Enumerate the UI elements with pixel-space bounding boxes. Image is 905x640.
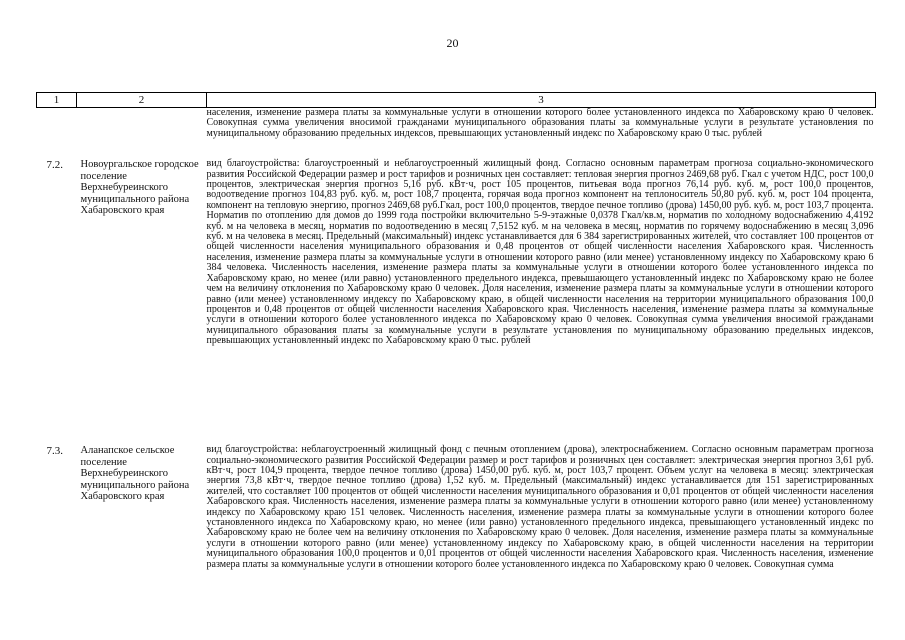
table-row-continuation [37,108,876,140]
row-description: вид благоустройства: благоустроенный и неблагоустроенный жилищный фонд. Согласно основным параметрам прогноза социально-экономического развития Российской Федерации размер и рост тарифов и розничных цен составляет: тепловая энергия прогноз 2469,68 руб. Гкал с учетом НДС, рост 100,0 процентов, электрическая энергия прогноз 5,16 руб. кВт·ч, рост 105 процентов, питьевая вода прогноз 76,14 руб. куб. м, рост 100,0 процентов, водоотведение прогноз 104,83 руб. куб. м, рост 108,7 процента, горячая вода прогноз компонент на теплоноситель 50,80 руб. куб. м, рост 104 процента, компонент на тепловую энергию, прогноз 2469,68 руб.Гкал, рост 100,0 процентов, твердое печное топливо (дрова) 1450,00 руб. куб. м, рост 103,7 процента. Норматив по отоплению для домов до 1999 года постройки включительно 5-9-этажные 0,0378 Гкал/кв.м, норматив по холодному водоснабжению 4,4192 куб. м на человека в месяц, норматив по водоотведению в месяц 7,5152 куб. м на человека в месяц, норматив по горячему водоснабжению в месяц 3,096 куб. м на человека в месяц. Предельный (максимальный) индекс устанавливается для 6 384 зарегистрированных жителей, что составляет 100 процентов от общей численности населения муниципального образования и 0,48 процентов от общей численности населения Хабаровского края. Численность населения, изменение размера платы за коммунальные услуги в отношении которого равно (или менее) установленному индексу по Хабаровскому краю 6 384 человека. Численность населения, изменение размера платы за коммунальные услуги в отношении которого более установленного индекса по Хабаровскому краю, но менее (или равно) установленного предельного индекса, превышающего установленный индекс по Хабаровскому краю не более чем на величину отклонения по Хабаровскому краю 0 человек. Доля населения, изменение размера платы за коммунальные услуги в отношении которого равно (или менее) установленному индексу по Хабаровскому краю, в общей численности населения на территории муниципального образования 100,0 процентов и 0,48 процентов от общей численности населения Хабаровского края. Численность населения, изменение размера платы за коммунальные услуги в отношении которого более установленного индекса по Хабаровскому краю 0 человек. Совокупная сумма увеличения вносимой гражданами муниципального образования платы за коммунальные услуги в результате установления по муниципальному образованию предельных индексов, превышающих установленный индекс по Хабаровскому краю 0 тыс. рублей [206,158,874,347]
continuation-text: населения, изменение размера платы за коммунальные услуги в отношении которого более установленного индекса по Хабаровскому краю 0 человек. Совокупная сумма увеличения вносимой гражданами муниципального образования платы за коммунальные услуги в результате установления по муниципальному образованию предельных индексов, превышающих установленный индекс по Хабаровскому краю 0 тыс. рублей [206,107,874,139]
table-row [37,445,876,570]
row-description: вид благоустройства: неблагоустроенный жилищный фонд с печным отоплением (дрова), электроснабжением. Согласно основным параметрам прогноза социально-экономического развития Российской Федерации размер и рост тарифов и розничных цен составляет: электрическая энергия прогноз 3,61 руб. кВт·ч, рост 104,9 процента, твердое печное топливо (дрова) 1450,00 руб. куб. м, рост 103,7 процент. Объем услуг на человека в месяц: электрическая энергия 73,8 кВт·ч, твердое печное топливо (дрова) 1,52 куб. м. Предельный (максимальный) индекс устанавливается для 151 зарегистрированных жителей, что составляет 100 процентов от общей численности населения муниципального образования и 0,01 процентов от общей численности населения Хабаровского края. Численность населения, изменение размера платы за коммунальные услуги в отношении которого равно (или менее) установленному индексу по Хабаровскому краю 151 человек. Численность населения, изменение размера платы за коммунальные услуги в отношении которого более установленного индекса по Хабаровскому краю, но менее (или равно) установленного предельного индекса, превышающего установленный индекс по Хабаровскому краю не более чем на величину отклонения по Хабаровскому краю 0 человек. Доля населения, изменение размера платы за коммунальные услуги в отношении которого равно (или менее) установленному индексу по Хабаровскому краю, в общей численности населения на территории муниципального образования 100,0 процентов и 0,01 процентов от общей численности населения Хабаровского края. Численность населения, изменение размера платы за коммунальные услуги в отношении которого более установленного индекса по Хабаровскому краю 0 человек. Совокупная сумма [206,444,874,570]
page-number: 20 [446,36,459,50]
municipality-name: Новоургальское городское поселение Верхнебуреинского муниципального района Хабаровского края [80,159,199,217]
row-number: 7.2. [46,159,63,172]
header-col-2: 2 [77,93,207,108]
municipality-name: Аланапское сельское поселение Верхнебуреинского муниципального района Хабаровского края [80,445,190,503]
tariff-table [36,92,876,570]
header-col-1: 1 [37,93,77,108]
table-row [37,159,876,425]
table-header-row [37,93,876,108]
header-col-3: 3 [207,93,876,108]
row-number: 7.3. [46,445,63,458]
